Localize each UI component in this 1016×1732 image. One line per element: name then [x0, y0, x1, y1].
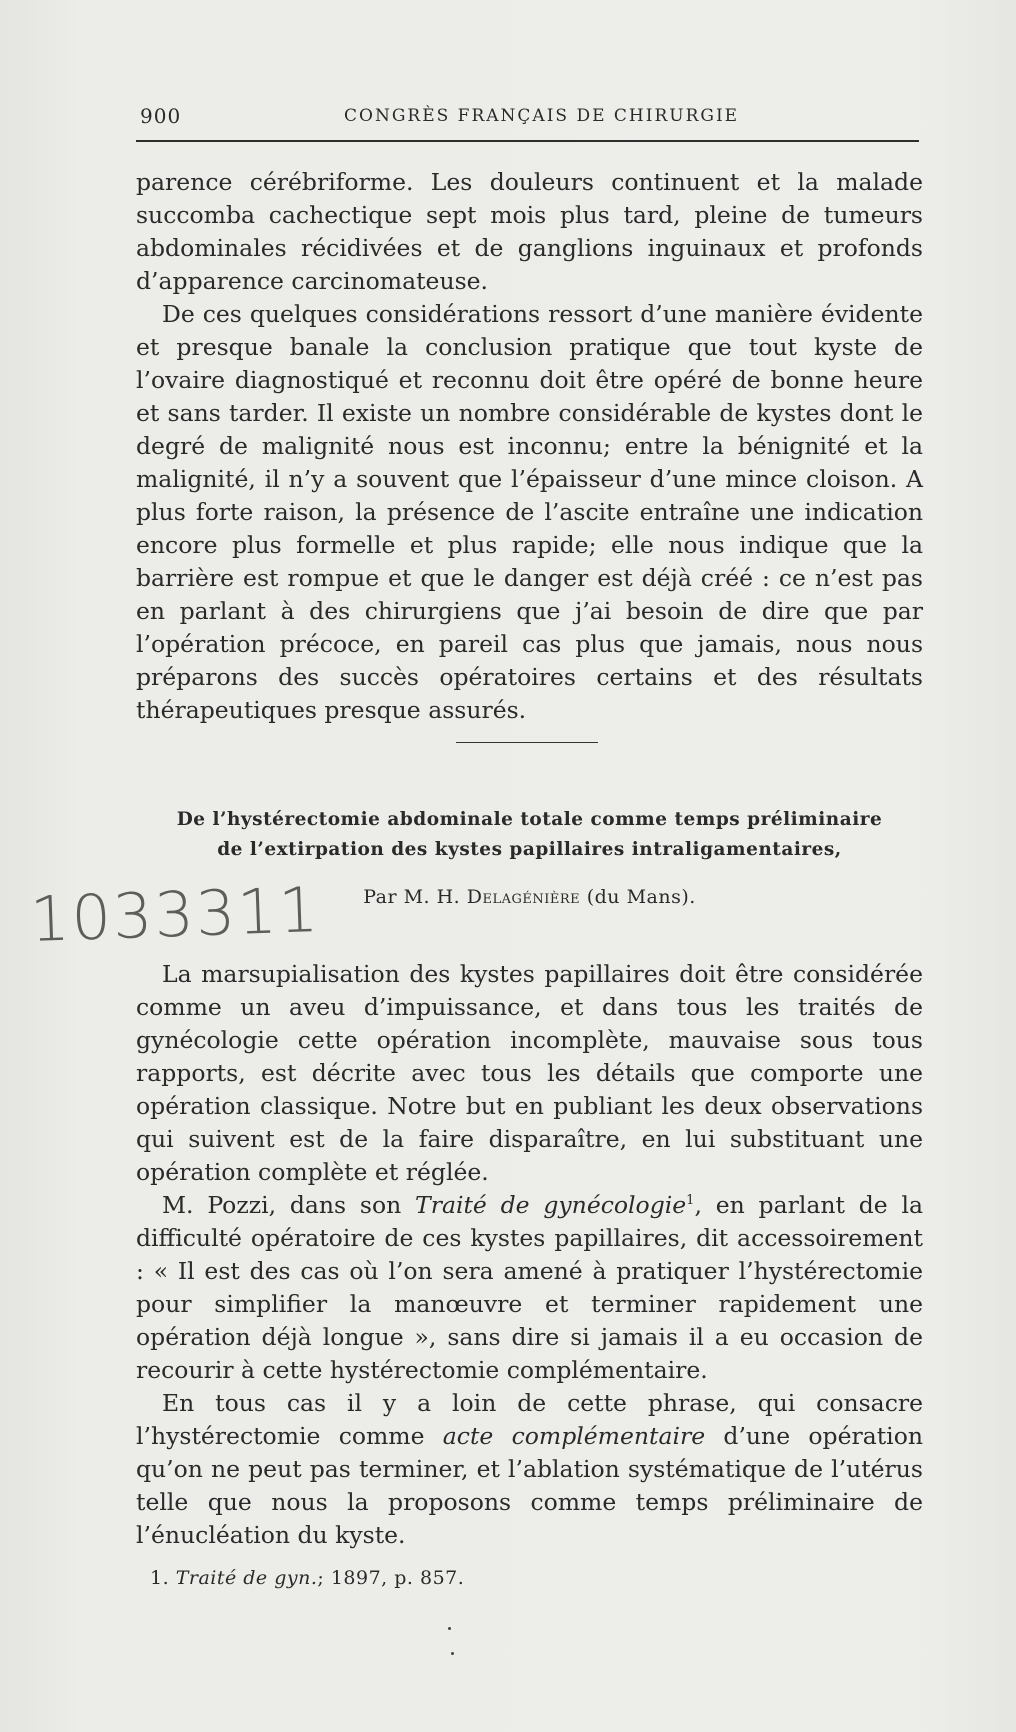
- section-separator: [456, 742, 598, 743]
- specks: [451, 1652, 454, 1655]
- text-block-article: [136, 958, 923, 1552]
- pozzi-book-title: Traité de gynécologie: [415, 1191, 687, 1219]
- footnote: [150, 1567, 464, 1589]
- author-prefix: Par M. H.: [363, 886, 461, 908]
- footnote-rest: ; 1897, p. 857.: [317, 1567, 465, 1589]
- page-number: 900: [140, 104, 182, 128]
- handwritten-annotation: 1033311: [28, 872, 322, 957]
- header-rule: [136, 140, 919, 142]
- paragraph-conclusion: De ces quelques considérations ressort d’une manière évidente et presque banale la conclusion pratique que tout kyste de l’ovaire diagnostiqué et reconnu doit être opéré de bonne heure et sans tarder. Il existe un nombre considérable de kystes dont le degré de malignité nous est inconnu; entre la bénignité et la malignité, il n’y a souvent que l’épaisseur d’une mince cloison. A plus forte raison, la présence de l’ascite entraîne une indication encore plus formelle et plus rapide; elle nous indique que la barrière est rompue et que le danger est déjà créé : ce n’est pas en parlant à des chirurgiens que j’ai besoin de dire que par l’opération précoce, en pareil cas plus que jamais, nous nous préparons des succès opératoires certains et des résultats thérapeutiques presque assurés.: [136, 300, 923, 724]
- footnote-title: Traité de gyn.: [175, 1567, 318, 1589]
- hyst-text-end: d’une opération qu’on ne peut pas terminer, et l’ablation systématique de l’utérus telle que nous la proposons comme temps préliminaire de l’énucléation du kyste.: [136, 1422, 923, 1549]
- specks: [448, 1627, 451, 1630]
- running-header: [136, 104, 919, 134]
- author-name: Delagénière: [466, 886, 581, 908]
- author-suffix: (du Mans).: [586, 886, 696, 908]
- footnote-ref: 1: [686, 1193, 695, 1209]
- footnote-number: 1.: [150, 1567, 170, 1589]
- text-block-continued: [136, 166, 923, 727]
- hyst-text-start: En tous cas il y a loin de cette phrase, qui consacre l’hystérectomie comme: [136, 1389, 923, 1450]
- pozzi-text-end: , en parlant de la difficulté opératoire de ces kystes papillaires, dit accessoirement : « Il est des cas où l’on sera amené à pratiquer l’hystérectomie pour simplifier la manœuvre et terminer rapidement une opération déjà longue », sans dire si jamais il a eu occasion de recourir à cette hystérectomie complémentaire.: [136, 1191, 923, 1384]
- running-title: CONGRÈS FRANÇAIS DE CHIRURGIE: [344, 106, 740, 126]
- section-heading-line-2: de l’extirpation des kystes papillaires intraligamentaires,: [217, 839, 842, 860]
- section-heading-line-1: De l’hystérectomie abdominale totale comme temps préliminaire: [176, 809, 883, 830]
- paragraph-pozzi: [136, 1189, 923, 1387]
- paragraph-marsupialisation: La marsupialisation des kystes papillaires doit être considérée comme un aveu d’impuissance, et dans tous les traités de gynécologie cette opération incomplète, mauvaise sous tous rapports, est décrite avec tous les détails que comporte une opération classique. Notre but en publiant les deux observations qui suivent est de la faire disparaître, en lui substituant une opération complète et réglée.: [136, 960, 923, 1186]
- paragraph-continuation: parence cérébriforme. Les douleurs continuent et la malade succomba cachectique sept mois plus tard, pleine de tumeurs abdominales récidivées et de ganglions inguinaux et profonds d’apparence carcinomateuse.: [136, 168, 923, 295]
- paragraph-hysterectomy: [136, 1387, 923, 1552]
- pozzi-text-start: M. Pozzi, dans son: [162, 1191, 402, 1219]
- section-heading: [136, 805, 923, 865]
- hyst-italic: acte complémentaire: [442, 1422, 706, 1450]
